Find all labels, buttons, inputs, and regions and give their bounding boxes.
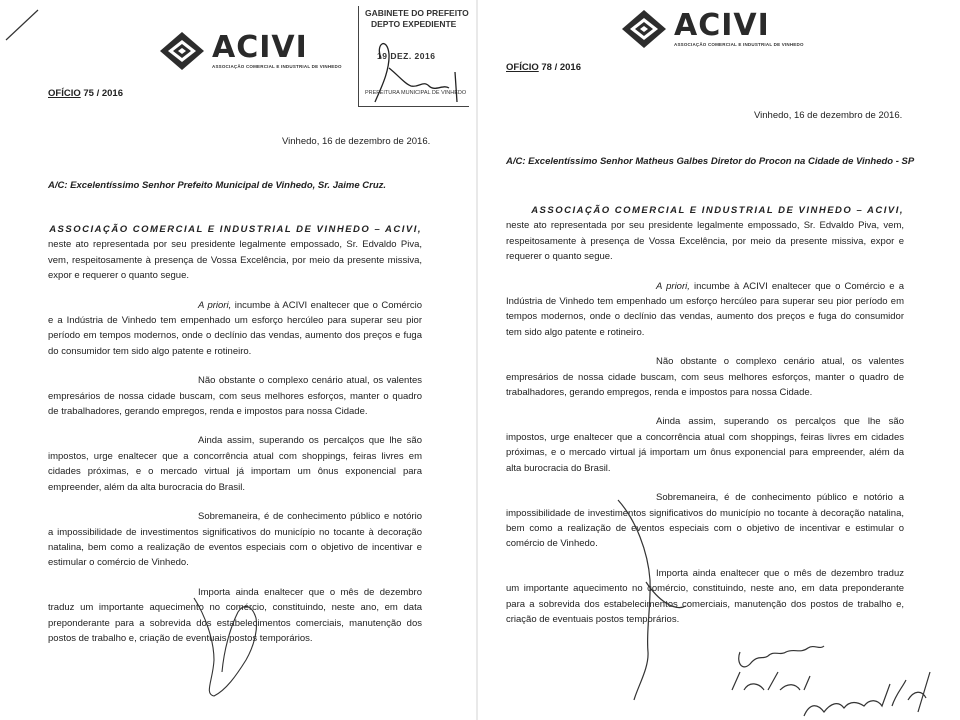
oficio-number: [48, 88, 123, 99]
acivi-logo: [158, 30, 342, 72]
letter-date: Vinhedo, 16 de dezembro de 2016.: [754, 110, 903, 121]
recipient-line: A/C: Excelentíssimo Senhor Prefeito Municipal de Vinhedo, Sr. Jaime Cruz.: [48, 180, 387, 191]
paragraph-a-priori: A priori, incumbe à ACIVI enaltecer que o Comércio e a Indústria de Vinhedo tem empenhado um esforço hercúleo para superar seu pior período em tempos modernos, onde o declínio das vendas, aumento dos preços e fuga do consumidor tem sido algo patente e rotineiro.: [506, 280, 904, 338]
letter-body: [48, 222, 422, 660]
letter-body: [506, 203, 904, 641]
brand-name: ACIVI: [674, 8, 770, 43]
intro-paragraph: [506, 203, 904, 265]
stamp-footer: PREFEITURA MUNICIPAL DE VINHEDO: [365, 90, 467, 96]
oficio-label: OFÍCIO: [506, 62, 539, 73]
acivi-logo: [620, 8, 804, 50]
intro-paragraph: [48, 222, 422, 284]
pen-stroke-mark: [0, 0, 60, 50]
association-name: ASSOCIAÇÃO COMERCIAL E INDUSTRIAL DE VINHEDO – ACIVI,: [49, 224, 422, 235]
association-name: ASSOCIAÇÃO COMERCIAL E INDUSTRIAL DE VINHEDO – ACIVI,: [531, 205, 904, 216]
oficio-value: 75 / 2016: [83, 88, 123, 99]
paragraph-ainda-assim: Ainda assim, superando os percalços que lhe são impostos, urge enaltecer que a concorrência atual com shoppings, feiras livres em cidades próximas, e o mercado virtual já importam um ônus exponencial para empreender, além da alta burocracia do Brasil.: [506, 416, 904, 474]
oficio-label: OFÍCIO: [48, 88, 81, 99]
right-letter-page: [478, 0, 960, 720]
paragraph-sobremaneira: Sobremaneira, é de conhecimento público e notório a impossibilidade de investimentos significativos do município no tocante à decoração natalina, bem como a realização de eventos especiais com o objetivo de incentivar e estimular o comércio de Vinhedo.: [48, 511, 422, 569]
stamp-office: GABINETE DO PREFEITO: [365, 8, 469, 18]
recipient-line: A/C: Excelentíssimo Senhor Matheus Galbes Diretor do Procon na Cidade de Vinhedo - SP: [506, 156, 915, 167]
paragraph-nao-obstante: Não obstante o complexo cenário atual, os valentes empresários de nossa cidade buscam, com seus melhores esforços, manter o quadro de trabalhadores, gerando empregos, renda e impostos para nossa Cidade.: [48, 375, 422, 418]
intro-text: neste ato representada por seu presidente legalmente empossado, Sr. Edvaldo Piva, vem, respeitosamente à presença de Vossa Excelência, por meio da presente missiva, expor e requerer o quanto segue.: [506, 220, 904, 263]
brand-subtitle: ASSOCIAÇÃO COMERCIAL E INDUSTRIAL DE VINHEDO: [674, 42, 804, 47]
stamp-department: DEPTO EXPEDIENTE: [371, 19, 457, 29]
paragraph-ainda-assim: Ainda assim, superando os percalços que lhe são impostos, urge enaltecer que a concorrência atual com shoppings, feiras livres em cidades próximas, e o mercado virtual já importam um ônus exponencial para empreender, além da alta burocracia do Brasil.: [48, 435, 422, 493]
paragraph-importa: Importa ainda enaltecer que o mês de dezembro traduz um importante aquecimento no comércio, constituindo, neste ano, em data preponderante para a sobrevida dos estabelecimentos comerciais, manutenção dos postos de trabalho e, criação de eventuais postos temporários.: [506, 567, 904, 625]
left-letter-page: [0, 0, 476, 720]
paragraph-sobremaneira: Sobremaneira, é de conhecimento público e notório a impossibilidade de investimentos significativos do município no tocante à decoração natalina, bem como a realização de eventos especiais com o objetivo de incentivar e estimular o comércio de Vinhedo.: [506, 492, 904, 550]
stamp-date: 19 DEZ. 2016: [377, 51, 436, 61]
oficio-value: 78 / 2016: [541, 62, 581, 73]
acivi-logo-mark-icon: [620, 8, 668, 50]
intro-text: neste ato representada por seu presidente legalmente empossado, Sr. Edvaldo Piva, vem, respeitosamente à presença de Vossa Excelência, por meio da presente missiva, expor e requerer o quanto segue.: [48, 239, 422, 282]
brand-subtitle: ASSOCIAÇÃO COMERCIAL E INDUSTRIAL DE VINHEDO: [212, 64, 342, 69]
acivi-logo-mark-icon: [158, 30, 206, 72]
paragraph-a-priori: A priori, incumbe à ACIVI enaltecer que o Comércio e a Indústria de Vinhedo tem empenhado um esforço hercúleo para superar seu pior período em tempos modernos, onde o declínio das vendas, aumento dos preços e fuga do consumidor tem sido algo patente e rotineiro.: [48, 299, 422, 357]
received-stamp: [358, 6, 469, 107]
paragraph-importa: Importa ainda enaltecer que o mês de dezembro traduz um importante aquecimento no comércio, constituindo, neste ano, em data preponderante para a sobrevida dos estabelecimentos comerciais, manutenção dos postos de trabalho e, criação de eventuais postos temporários.: [48, 586, 422, 644]
letter-date: Vinhedo, 16 de dezembro de 2016.: [282, 136, 431, 147]
brand-name: ACIVI: [212, 30, 308, 65]
paragraph-nao-obstante: Não obstante o complexo cenário atual, os valentes empresários de nossa cidade buscam, com seus melhores esforços, manter o quadro de trabalhadores, gerando empregos, renda e impostos para nossa Cidade.: [506, 356, 904, 399]
stamp-signature: [359, 6, 469, 106]
oficio-number: [506, 62, 581, 73]
